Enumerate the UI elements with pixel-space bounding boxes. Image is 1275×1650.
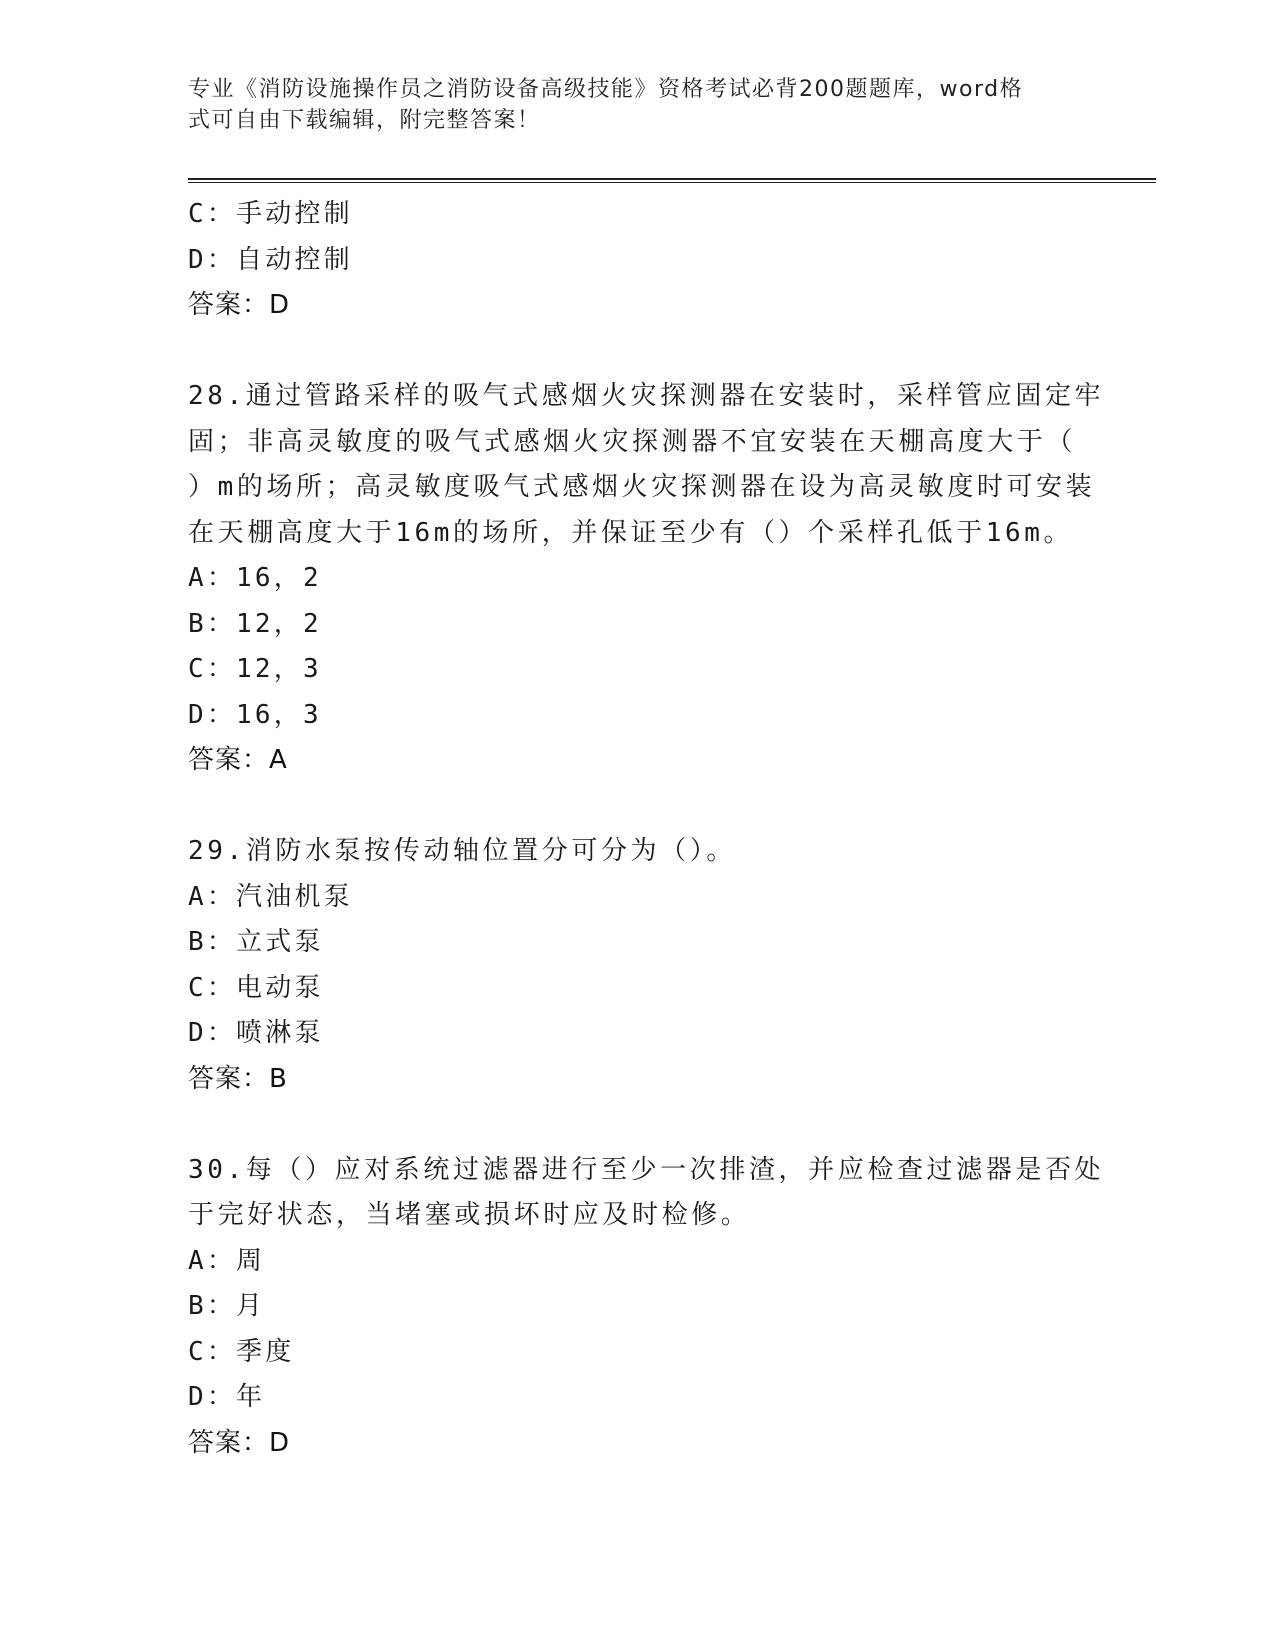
- question-stem: [188, 829, 1088, 875]
- option-c: C：12，3: [188, 654, 322, 684]
- answer-line: 答案：B: [188, 1063, 288, 1094]
- option-a: A：汽油机泵: [188, 881, 353, 912]
- answer-line: 答案：D: [188, 1427, 291, 1458]
- option-a: A：16，2: [188, 563, 322, 593]
- question-list: [188, 192, 1105, 1466]
- question-27-tail: [188, 192, 1088, 329]
- spacer: [188, 329, 1088, 375]
- option-d: D：年: [188, 1382, 266, 1412]
- option-d: D：16，3: [188, 699, 322, 730]
- answer-line: 答案：D: [188, 290, 291, 320]
- header-line-1: 专业《消防设施操作员之消防设备高级技能》资格考试必背200题题库，word格: [188, 77, 1024, 102]
- stem-line: ）m的场所；高灵敏度吸气式感烟火灾探测器在设为高灵敏度时可安装: [188, 472, 1096, 502]
- option-d: D：喷淋泵: [188, 1018, 324, 1048]
- stem-line: 于完好状态，当堵塞或损坏时应及时检修。: [188, 1200, 751, 1230]
- stem-line: 固；非高灵敏度的吸气式感烟火灾探测器不宜安装在天棚高度大于（: [188, 426, 1077, 457]
- option-c: C：电动泵: [188, 972, 324, 1003]
- spacer: [188, 1102, 1088, 1148]
- page-header: [188, 74, 1068, 136]
- option-b: B：月: [188, 1291, 266, 1321]
- header-line-2: 式可自由下载编辑，附完整答案！: [188, 108, 541, 133]
- option-c: C：季度: [188, 1336, 295, 1367]
- answer-line: 答案：A: [188, 745, 288, 775]
- option-a: A：周: [188, 1245, 266, 1276]
- spacer: [188, 784, 1088, 830]
- question-stem: [188, 1148, 1105, 1239]
- option-d: D：自动控制: [188, 244, 353, 275]
- question-30: [188, 1148, 1105, 1467]
- stem-line: 28.通过管路采样的吸气式感烟火灾探测器在安装时，采样管应固定牢: [188, 381, 1105, 411]
- option-b: B：12，2: [188, 608, 322, 639]
- stem-line: 29.消防水泵按传动轴位置分可分为（）。: [188, 836, 736, 866]
- option-b: B：立式泵: [188, 927, 324, 957]
- question-28: [188, 374, 1105, 784]
- stem-line: 在天棚高度大于16m的场所，并保证至少有（）个采样孔低于16m。: [188, 517, 1074, 548]
- question-stem: [188, 374, 1105, 556]
- stem-line: 30.每（）应对系统过滤器进行至少一次排渣，并应检查过滤器是否处: [188, 1154, 1105, 1185]
- option-c: C：手动控制: [188, 199, 353, 229]
- question-29: [188, 829, 1088, 1102]
- header-divider: [188, 178, 1156, 183]
